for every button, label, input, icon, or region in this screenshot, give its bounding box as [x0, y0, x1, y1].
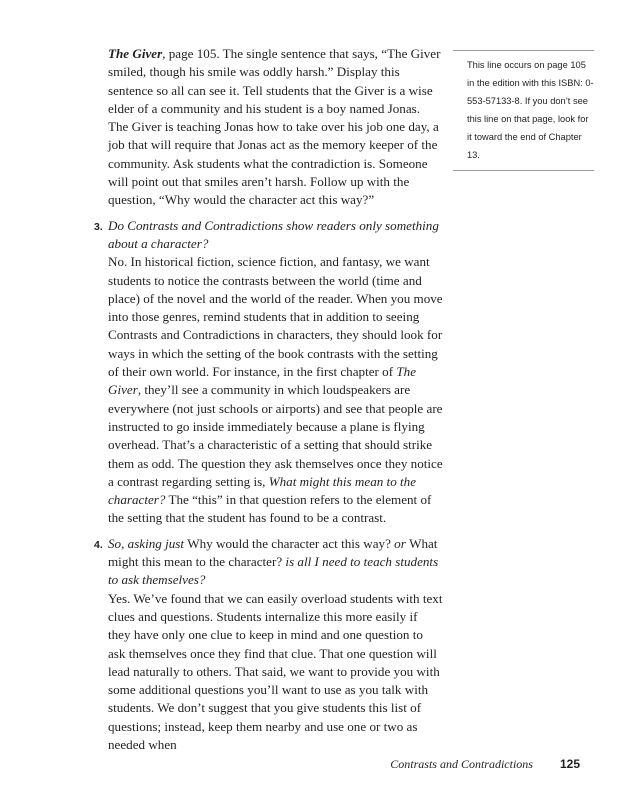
answer-3	[108, 253, 443, 527]
answer-3-part2: , they’ll see a community in which loudspeakers are everywhere (not just schools or airports) and see that people are instructed to go inside immediately because a plane is flying overhead. That’s a characteristic of a setting that should strike them as odd. The question they ask themselves once they notice a contrast regarding setting is,	[108, 382, 443, 489]
page-number: 125	[559, 757, 580, 771]
intro-text: , page 105. The single sentence that says, “The Giver smiled, though his smile was oddly harsh.” Display this sentence so all can see it. Tell students that the Giver is a wise elder of a community and his student is a boy named Jonas. The Giver is teaching Jonas how to take over his job one day, a job that will require that Jonas act as the memory keeper of the community. Ask students what the contradiction is. Someone will point out that smiles aren’t harsh. Follow up with the question, “Why would the character act this way?”	[108, 46, 441, 208]
question-4-e: is all I need to teach students to ask themselves?	[108, 554, 439, 588]
question-3-number: 3.	[94, 220, 103, 233]
page-footer	[0, 757, 580, 772]
answer-3-part1: No. In historical fiction, science fiction, and fantasy, we want students to notice the contrasts between the world (time and place) of the novel and the world of the reader. When you move into those genres, remind students that in addition to seeing Contrasts and Contradictions in characters, they should look for ways in which the setting of the book contrasts with the setting of their own world. For instance, in the first chapter of	[108, 254, 443, 380]
main-column	[94, 45, 443, 754]
sidebar-note: This line occurs on page 105 in the edition with this ISBN: 0-553-57133-8. If you don’t see this line on that page, look for it toward the end of Chapter 13.	[453, 50, 594, 171]
book-title: The Giver	[108, 46, 163, 61]
question-4-d: What might this mean to the character?	[108, 535, 438, 570]
question-4-c: or	[390, 535, 410, 551]
question-3	[94, 217, 443, 528]
answer-3-part3: The “this” in that question refers to the element of the setting that the student has found to be a contrast.	[108, 492, 432, 526]
question-3-text: Do Contrasts and Contradictions show readers only something about a character?	[108, 217, 439, 251]
answer-3-italic: What might this mean to the character?	[108, 473, 417, 508]
question-4	[94, 535, 443, 755]
answer-3-book: The Giver	[108, 364, 416, 398]
intro-paragraph	[108, 45, 443, 210]
question-4-number: 4.	[94, 538, 103, 551]
question-4-a: So, asking just	[108, 535, 188, 551]
footer-section-title: Contrasts and Contradictions	[390, 757, 533, 771]
answer-4: Yes. We’ve found that we can easily overload students with text clues and questions. Students internalize this more easily if they have only one clue to keep in mind and one question to ask themselves once they find that clue. That one question will lead naturally to others. That said, we want to provide you with some additional questions you’ll want to use as you talk with students. We don’t suggest that you give students this list of questions; instead, keep them nearby and use one or two as needed when	[108, 590, 443, 752]
question-4-b: Why would the character act this way?	[187, 535, 391, 551]
question-4-text	[108, 535, 443, 590]
